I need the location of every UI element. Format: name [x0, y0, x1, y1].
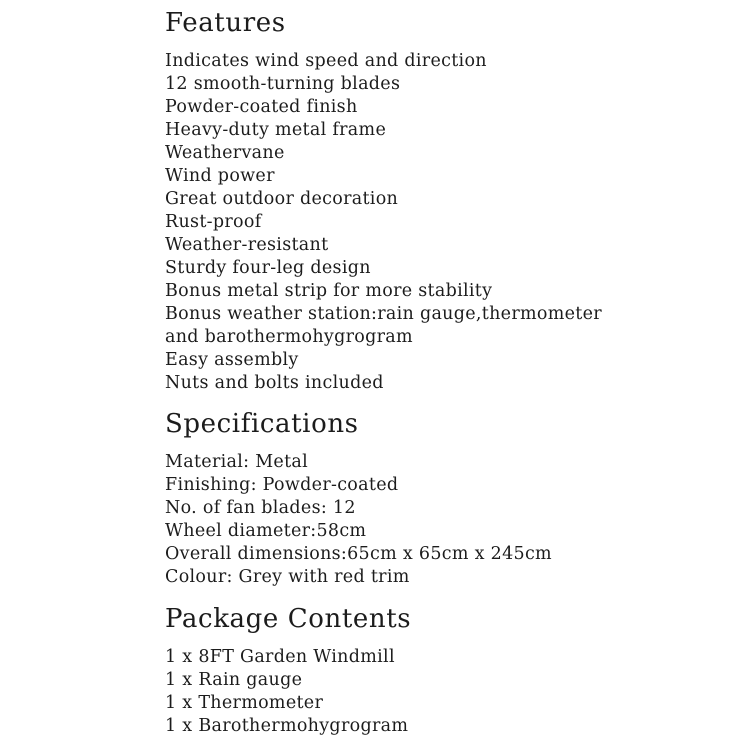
feature-item: Indicates wind speed and direction [165, 51, 487, 71]
features-list [165, 50, 735, 395]
specification-item: Material: Metal [165, 452, 309, 472]
feature-item: Weathervane [165, 143, 285, 163]
package-contents-section [165, 604, 735, 738]
feature-item: Wind power [165, 166, 275, 186]
feature-item: Weather-resistant [165, 235, 329, 255]
feature-item: and barothermohygrogram [165, 327, 413, 347]
feature-item: Bonus weather station:rain gauge,thermometer [165, 304, 602, 324]
specification-item: Colour: Grey with red trim [165, 567, 410, 587]
feature-item: 12 smooth-turning blades [165, 74, 401, 94]
feature-item: Bonus metal strip for more stability [165, 281, 493, 301]
package-contents-list [165, 646, 735, 738]
feature-item: Sturdy four-leg design [165, 258, 371, 278]
specification-item: Wheel diameter:58cm [165, 521, 367, 541]
features-heading: Features [165, 8, 286, 38]
specifications-heading: Specifications [165, 409, 359, 439]
specification-item: No. of fan blades: 12 [165, 498, 356, 518]
package-item: 1 x 8FT Garden Windmill [165, 647, 395, 667]
feature-item: Rust-proof [165, 212, 262, 232]
package-item: 1 x Barothermohygrogram [165, 716, 409, 736]
specification-item: Overall dimensions:65cm x 65cm x 245cm [165, 544, 552, 564]
feature-item: Heavy-duty metal frame [165, 120, 387, 140]
feature-item: Easy assembly [165, 350, 299, 370]
specification-item: Finishing: Powder-coated [165, 475, 399, 495]
feature-item: Great outdoor decoration [165, 189, 399, 209]
specifications-section [165, 409, 735, 589]
package-contents-heading: Package Contents [165, 604, 412, 634]
package-item: 1 x Thermometer [165, 693, 324, 713]
feature-item: Powder-coated finish [165, 97, 358, 117]
features-section [165, 8, 735, 395]
feature-item: Nuts and bolts included [165, 373, 384, 393]
specifications-list [165, 451, 735, 589]
package-item: 1 x Rain gauge [165, 670, 303, 690]
